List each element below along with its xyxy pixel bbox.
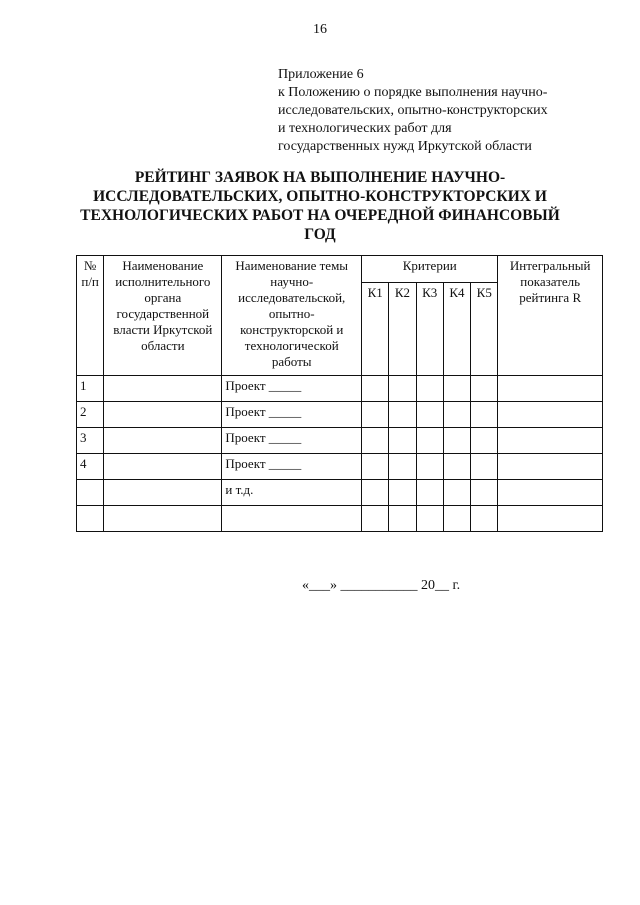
theme-cell[interactable]: Проект _____: [222, 428, 362, 454]
rating-table: [76, 255, 603, 532]
k1-cell[interactable]: [362, 428, 389, 454]
k4-cell[interactable]: [443, 454, 470, 480]
integral-cell[interactable]: [498, 454, 603, 480]
org-cell[interactable]: [104, 506, 222, 532]
row-number: [77, 480, 104, 506]
title-line: ГОД: [304, 226, 336, 243]
k4-cell[interactable]: [443, 506, 470, 532]
title-line: ТЕХНОЛОГИЧЕСКИХ РАБОТ НА ОЧЕРЕДНОЙ ФИНАНСОВЫЙ: [80, 207, 560, 224]
org-cell[interactable]: [104, 454, 222, 480]
org-cell[interactable]: [104, 480, 222, 506]
k4-cell[interactable]: [443, 402, 470, 428]
appendix-line: государственных нужд Иркутской области: [278, 139, 532, 154]
theme-cell[interactable]: и т.д.: [222, 480, 362, 506]
theme-cell[interactable]: [222, 506, 362, 532]
title-line: ИССЛЕДОВАТЕЛЬСКИХ, ОПЫТНО-КОНСТРУКТОРСКИХ И: [93, 188, 547, 205]
k4-cell[interactable]: [443, 376, 470, 402]
k1-cell[interactable]: [362, 402, 389, 428]
header-k2: К2: [389, 283, 416, 376]
header-integral: Интегральный показатель рейтинга R: [498, 256, 603, 376]
org-cell[interactable]: [104, 376, 222, 402]
k2-cell[interactable]: [389, 428, 416, 454]
k3-cell[interactable]: [416, 506, 443, 532]
date-line[interactable]: «___» ___________ 20__ г.: [302, 578, 461, 593]
theme-cell[interactable]: Проект _____: [222, 376, 362, 402]
table-row: [77, 480, 603, 506]
header-k4: К4: [443, 283, 470, 376]
theme-cell[interactable]: Проект _____: [222, 402, 362, 428]
row-number: 1: [77, 376, 104, 402]
k5-cell[interactable]: [471, 480, 498, 506]
appendix-line: Приложение 6: [278, 67, 364, 82]
appendix-line: исследовательских, опытно-конструкторских: [278, 103, 548, 118]
k2-cell[interactable]: [389, 402, 416, 428]
table-row: [77, 428, 603, 454]
k5-cell[interactable]: [471, 506, 498, 532]
k2-cell[interactable]: [389, 506, 416, 532]
k3-cell[interactable]: [416, 402, 443, 428]
k1-cell[interactable]: [362, 454, 389, 480]
appendix-line: и технологических работ для: [278, 121, 452, 136]
page-number: 16: [313, 22, 327, 37]
header-k5: К5: [471, 283, 498, 376]
k3-cell[interactable]: [416, 454, 443, 480]
k5-cell[interactable]: [471, 376, 498, 402]
k5-cell[interactable]: [471, 454, 498, 480]
row-number: 4: [77, 454, 104, 480]
k3-cell[interactable]: [416, 376, 443, 402]
table-row: [77, 506, 603, 532]
k2-cell[interactable]: [389, 376, 416, 402]
k1-cell[interactable]: [362, 506, 389, 532]
header-org: Наименование исполнительного органа государственной власти Иркутской области: [104, 256, 222, 376]
document-title: [70, 168, 570, 244]
k2-cell[interactable]: [389, 454, 416, 480]
header-number: № п/п: [77, 256, 104, 376]
k2-cell[interactable]: [389, 480, 416, 506]
title-line: РЕЙТИНГ ЗАЯВОК НА ВЫПОЛНЕНИЕ НАУЧНО-: [134, 169, 506, 186]
header-theme: Наименование темы научно-исследовательской, опытно-конструкторской и технологической работы: [222, 256, 362, 376]
k3-cell[interactable]: [416, 428, 443, 454]
org-cell[interactable]: [104, 402, 222, 428]
table-row: [77, 454, 603, 480]
integral-cell[interactable]: [498, 428, 603, 454]
org-cell[interactable]: [104, 428, 222, 454]
header-k3: К3: [416, 283, 443, 376]
table-row: [77, 376, 603, 402]
integral-cell[interactable]: [498, 480, 603, 506]
k1-cell[interactable]: [362, 480, 389, 506]
k4-cell[interactable]: [443, 428, 470, 454]
row-number: 2: [77, 402, 104, 428]
row-number: [77, 506, 104, 532]
appendix-line: к Положению о порядке выполнения научно-: [278, 85, 548, 100]
header-criteria: Критерии: [362, 256, 498, 283]
k1-cell[interactable]: [362, 376, 389, 402]
appendix-note: [278, 66, 548, 156]
k5-cell[interactable]: [471, 402, 498, 428]
integral-cell[interactable]: [498, 506, 603, 532]
k3-cell[interactable]: [416, 480, 443, 506]
k5-cell[interactable]: [471, 428, 498, 454]
row-number: 3: [77, 428, 104, 454]
table-row: [77, 402, 603, 428]
k4-cell[interactable]: [443, 480, 470, 506]
theme-cell[interactable]: Проект _____: [222, 454, 362, 480]
header-k1: К1: [362, 283, 389, 376]
integral-cell[interactable]: [498, 402, 603, 428]
integral-cell[interactable]: [498, 376, 603, 402]
